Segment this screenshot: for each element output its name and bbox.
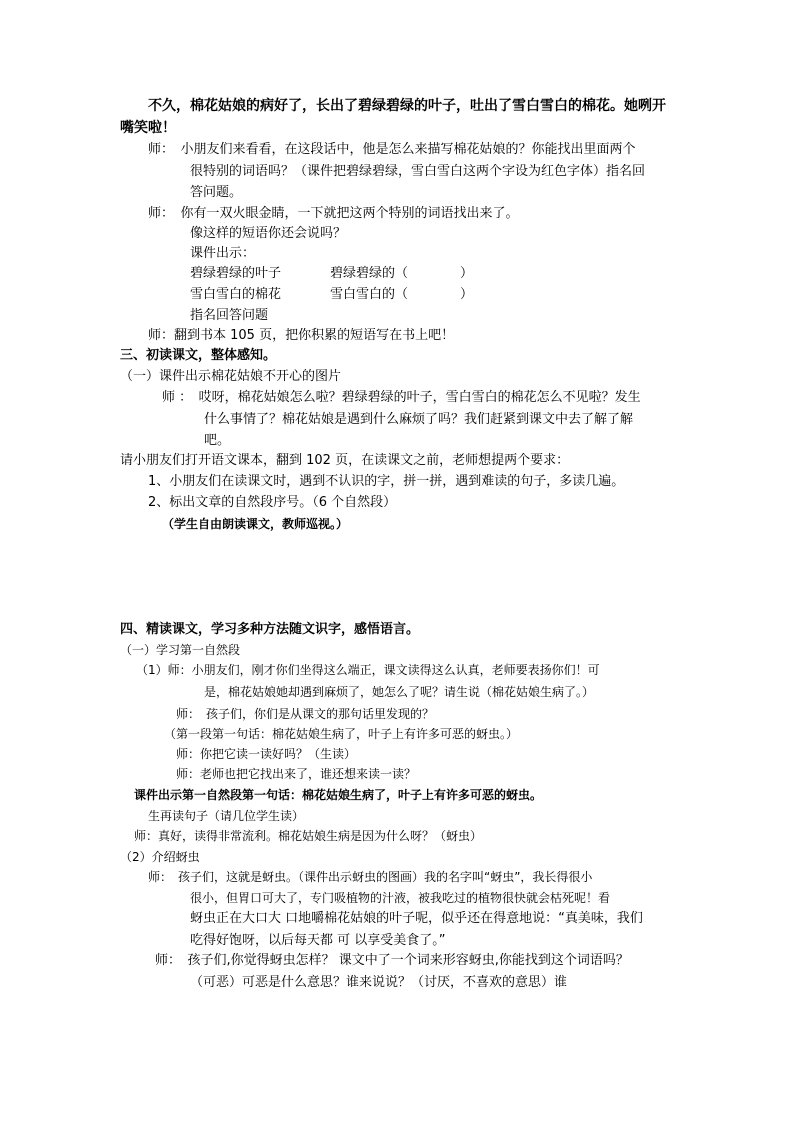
section-heading: 四、精读课文，学习多种方法随文识字，感悟语言。 [120, 622, 420, 637]
paragraph-line: 师：真好，读得非常流利。棉花姑娘生病是因为什么呀？（蚜虫） [134, 829, 483, 843]
paragraph-line: 是，棉花姑娘她却遇到麻烦了，她怎么了呢？请生说（棉花姑娘生病了。） [204, 685, 595, 699]
section-heading: 三、初读课文，整体感知。 [120, 348, 277, 363]
paragraph-line: 很小，但胃口可大了，专门吸植物的汁液，被我吃过的植物很快就会枯死呢！看 [190, 891, 611, 905]
paragraph-line: （可恶）可恶是什么意思？谁来说说？（讨厌，不喜欢的意思）谁 [190, 975, 568, 990]
paragraph-line: 师： 孩子们，你们是从课文的那句话里发现的？ [176, 707, 435, 721]
paragraph-line: 什么事情了？棉花姑娘是遇到什么麻烦了吗？我们赶紧到课文中去了解了解 [204, 412, 634, 427]
paragraph-line: 生再读句子（请几位学生读） [148, 809, 305, 823]
exercise-blank: 碧绿碧绿的（ ） [330, 266, 474, 281]
paragraph-line: 很特别的词语吗？（课件把碧绿碧绿，雪白雪白这两个字设为红色字体）指名回 [190, 164, 646, 179]
stage-direction: （学生自由朗读课文，教师巡视。） [162, 517, 349, 531]
paragraph-line: 指名回答问题 [190, 308, 269, 323]
paragraph-line: 课件出示： [190, 246, 256, 261]
subsection-heading: （一）课件出示棉花姑娘不开心的图片 [120, 369, 342, 384]
paragraph-line: 师： 小朋友们来看看，在这段话中，他是怎么来描写棉花姑娘的？你能找出里面两个 [148, 142, 636, 157]
paragraph-line: 师： 你有一双火眼金睛，一下就把这两个特别的词语找出来了。 [148, 206, 519, 221]
paragraph-line: 师：你把它读一读好吗？（生读） [176, 747, 357, 761]
paragraph-line: 师：翻到书本 105 页，把你积累的短语写在书上吧！ [148, 328, 455, 343]
paragraph-line: 师：老师也把它找出来了，谁还想来读一读？ [176, 767, 417, 781]
paragraph-line: （第一段第一句话：棉花姑娘生病了，叶子上有许多可恶的蚜虫。） [164, 727, 519, 741]
paragraph-line: 师 ： 哎呀，棉花姑娘怎么啦？碧绿碧绿的叶子，雪白雪白的棉花怎么不见啦？发生 [162, 390, 641, 405]
paragraph-line: 嘴笑啦！ [120, 120, 176, 136]
subsection-heading: （2）介绍蚜虫 [120, 850, 200, 864]
paragraph-line: 课件出示第一自然段第一句话：棉花姑娘生病了，叶子上有许多可恶的蚜虫。 [134, 788, 543, 802]
exercise-item: 雪白雪白的棉花 [190, 287, 282, 302]
exercise-item: 碧绿碧绿的叶子 [190, 266, 282, 281]
subsection-heading: （一）学习第一自然段 [120, 643, 241, 657]
list-item: 2、标出文章的自然段序号。（6 个自然段） [148, 495, 397, 510]
paragraph-line: 像这样的短语你还会说吗？ [190, 226, 347, 241]
list-item: 1、小朋友们在读课文时，遇到不认识的字，拼一拼，遇到难读的句子，多读几遍。 [148, 474, 625, 489]
paragraph-line: （1）师：小朋友们，刚才你们坐得这么端正，课文读得这么认真，老师要表扬你们！可 [136, 663, 600, 677]
paragraph-line: 吧。 [204, 433, 231, 448]
exercise-blank: 雪白雪白的（ ） [330, 287, 474, 302]
paragraph-line: 答问题。 [190, 185, 243, 200]
paragraph-line: 请小朋友们打开语文课本，翻到 102 页，在读课文之前，老师想提两个要求： [120, 453, 570, 468]
paragraph-line: 不久，棉花姑娘的病好了，长出了碧绿碧绿的叶子，吐出了雪白雪白的棉花。她咧开 [148, 98, 666, 114]
paragraph-line: 蚜虫正在大口大 口地嚼棉花姑娘的叶子呢，似乎还在得意地说：“真美味，我们 [190, 911, 643, 926]
paragraph-line: 师： 孩子们,你觉得蚜虫怎样？ 课文中了一个词来形容蚜虫,你能找到这个词语吗？ [155, 953, 629, 968]
paragraph-line: 师： 孩子们，这就是蚜虫。（课件出示蚜虫的图画）我的名字叫“蚜虫”，我长得很小 [148, 870, 593, 884]
paragraph-line: 吃得好饱呀，以后每天都 可 以享受美食了。” [190, 933, 446, 948]
